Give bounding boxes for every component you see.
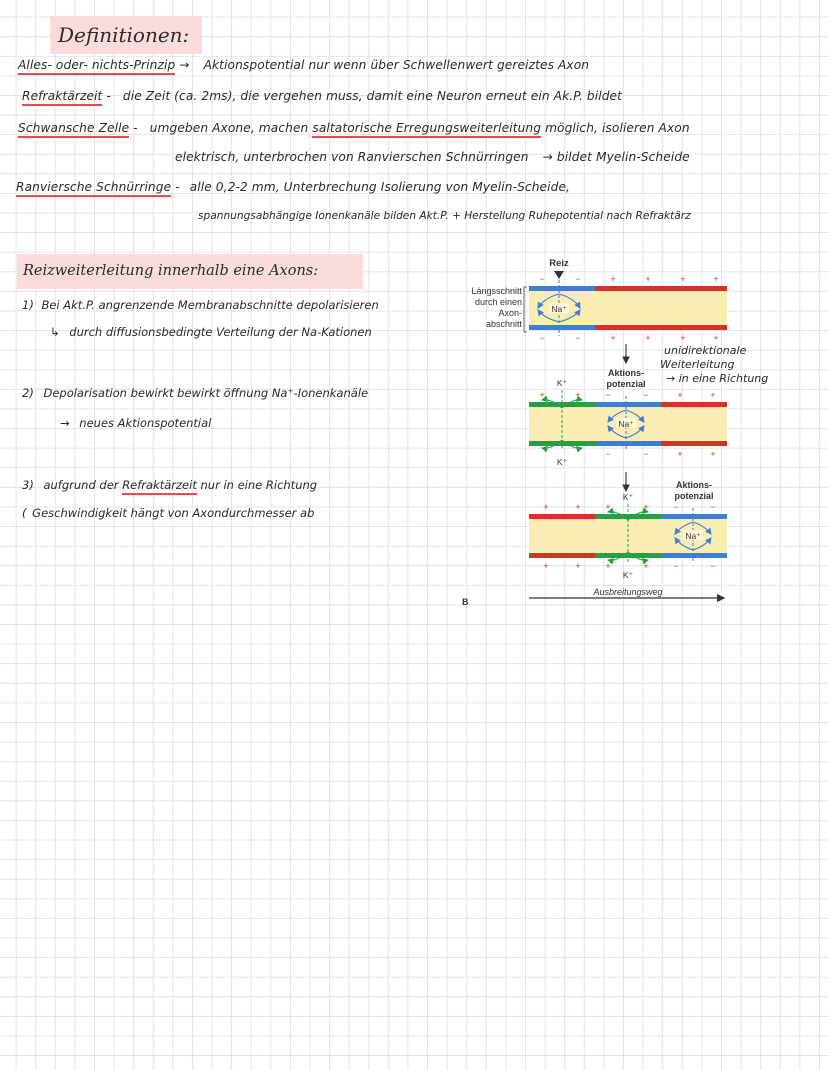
step-2-sub xyxy=(60,416,211,430)
definition-term: Ranviersche Schnürringe xyxy=(16,180,171,197)
charge-plus: + xyxy=(645,333,651,343)
definition-2 xyxy=(22,89,622,103)
reiz-label: Reiz xyxy=(549,258,569,269)
arrow-icon: → xyxy=(179,58,190,72)
na-label: Na⁺ xyxy=(618,419,634,429)
step-subtext: neues Aktionspotential xyxy=(79,416,212,430)
k-label: K⁺ xyxy=(622,492,634,502)
charge-plus: + xyxy=(610,333,616,343)
step-highlight: Refraktärzeit xyxy=(122,478,197,495)
step-2 xyxy=(22,386,368,400)
definition-separator: - xyxy=(133,121,138,135)
axon-diagram xyxy=(458,250,828,610)
na-label: Na⁺ xyxy=(551,304,567,314)
axon-section-2 xyxy=(529,378,727,467)
charge-plus: + xyxy=(677,449,683,459)
charge-minus: − xyxy=(539,333,545,343)
ap-label-2: Aktions- xyxy=(676,480,712,490)
charge-minus: − xyxy=(539,274,545,284)
definition-4-line2: spannungsabhängige Ionenkanäle bilden Akt.P. + Herstellung Ruhepotential nach Refraktärz xyxy=(198,210,691,222)
charge-plus: + xyxy=(710,390,716,400)
definition-term: Refraktärzeit xyxy=(22,89,102,106)
step-subtext: durch diffusionsbedingte Verteilung der Na-Kationen xyxy=(69,325,372,339)
section-label xyxy=(471,286,522,329)
ap-label-1: Aktions- xyxy=(608,368,644,378)
ap-label-2: potenzial xyxy=(674,491,714,501)
charge-plus: + xyxy=(605,561,611,571)
charge-minus: − xyxy=(673,561,679,571)
k-label: K⁺ xyxy=(622,570,634,580)
charge-minus: − xyxy=(575,333,581,343)
definition-4 xyxy=(16,180,570,194)
definition-text: Aktionspotential nur wenn über Schwellenwert gereiztes Axon xyxy=(203,58,590,72)
axon-figure xyxy=(458,250,828,610)
definition-3 xyxy=(18,121,690,135)
step-text-after: nur in eine Richtung xyxy=(200,478,318,492)
na-label: Na⁺ xyxy=(685,531,701,541)
step-3 xyxy=(22,478,317,492)
definition-separator: - xyxy=(106,89,111,103)
step-number: 3) xyxy=(22,478,34,492)
panel-label: B xyxy=(462,597,469,607)
step-arrow-icon: ↳ xyxy=(50,325,60,339)
charge-plus: + xyxy=(680,333,686,343)
charge-plus: + xyxy=(543,561,549,571)
axon-section-3 xyxy=(529,492,727,580)
charge-plus: + xyxy=(680,274,686,284)
definition-separator: - xyxy=(175,180,180,194)
page-title: Definitionen: xyxy=(50,16,202,54)
step-text: aufgrund der xyxy=(43,478,119,492)
definition-1 xyxy=(18,58,589,72)
charge-plus: + xyxy=(710,449,716,459)
note-line: Weiterleitung xyxy=(660,358,735,371)
charge-plus: + xyxy=(543,502,549,512)
step-paren: ( xyxy=(22,506,27,520)
step-text: Bei Akt.P. angrenzende Membranabschnitte depolarisieren xyxy=(41,298,379,312)
step-number: 2) xyxy=(22,386,34,400)
charge-minus: − xyxy=(575,274,581,284)
definition-text: alle 0,2-2 mm, Unterbrechung Isolierung von Myelin-Scheide, xyxy=(189,180,571,194)
section-label-line: durch einen xyxy=(474,297,522,307)
charge-minus: − xyxy=(673,502,679,512)
definition-3-line2 xyxy=(175,150,690,164)
definition-term: Schwansche Zelle xyxy=(18,121,129,138)
k-label: K⁺ xyxy=(556,378,568,388)
charge-minus: − xyxy=(710,561,716,571)
section-label-line: Axon- xyxy=(498,308,522,318)
section-label-line: Längsschnitt xyxy=(471,286,522,296)
charge-plus: + xyxy=(643,502,649,512)
definition-arrow-text: → bildet Myelin-Scheide xyxy=(542,150,690,164)
direction-label: Ausbreitungsweg xyxy=(593,587,663,597)
definition-text: umgeben Axone, machen xyxy=(149,121,309,135)
charge-plus: + xyxy=(575,390,581,400)
charge-minus: − xyxy=(643,390,649,400)
charge-plus: + xyxy=(645,274,651,284)
reiz-arrow-icon xyxy=(554,271,564,279)
definition-text: die Zeit (ca. 2ms), die vergehen muss, damit eine Neuron erneut ein Ak.P. bildet xyxy=(122,89,623,103)
charge-plus: + xyxy=(610,274,616,284)
ap-label-1: potenzial xyxy=(606,379,646,389)
k-label: K⁺ xyxy=(556,457,568,467)
charge-plus: + xyxy=(605,502,611,512)
axon-section-1 xyxy=(529,274,727,343)
charge-plus: + xyxy=(677,390,683,400)
definition-text: elektrisch, unterbrochen von Ranvierschen Schnürringen xyxy=(175,150,529,164)
charge-plus: + xyxy=(575,561,581,571)
step-text: Depolarisation bewirkt bewirkt öffnung Na⁺-Ionenkanäle xyxy=(43,386,369,400)
charge-minus: − xyxy=(605,390,611,400)
step-arrow-icon: → xyxy=(60,416,70,430)
charge-plus: + xyxy=(575,502,581,512)
step-1-sub xyxy=(50,325,372,339)
charge-plus: + xyxy=(539,390,545,400)
section-title: Reizweiterleitung innerhalb eine Axons: xyxy=(17,254,363,289)
step-1 xyxy=(22,298,379,312)
step-number: 1) xyxy=(22,298,34,312)
charge-minus: − xyxy=(605,449,611,459)
step-subtext: Geschwindigkeit hängt von Axondurchmesser ab xyxy=(32,506,315,520)
charge-plus: + xyxy=(713,274,719,284)
definition-text-after: möglich, isolieren Axon xyxy=(545,121,690,135)
charge-plus: + xyxy=(713,333,719,343)
charge-plus: + xyxy=(643,561,649,571)
definition-term: Alles- oder- nichts-Prinzip xyxy=(18,58,175,75)
note-line: unidirektionale xyxy=(664,344,747,357)
section-label-line: abschnitt xyxy=(485,319,522,329)
charge-minus: − xyxy=(643,449,649,459)
definition-highlight: saltatorische Erregungsweiterleitung xyxy=(312,121,541,138)
charge-minus: − xyxy=(710,502,716,512)
step-3-sub xyxy=(22,506,314,520)
note-line: → in eine Richtung xyxy=(666,372,769,385)
